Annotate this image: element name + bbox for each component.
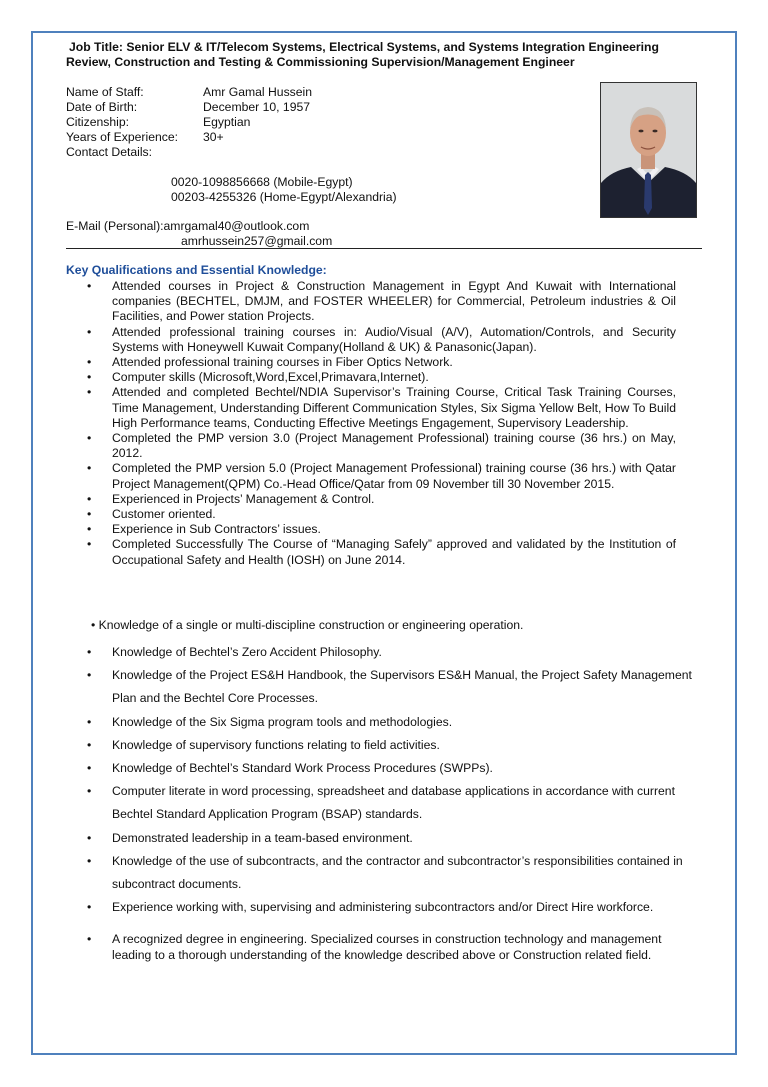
knowledge-list	[66, 641, 696, 919]
email-secondary[interactable]: amrhussein257@gmail.com	[181, 234, 333, 248]
portrait-image	[601, 83, 696, 217]
citizenship-label: Citizenship:	[66, 115, 129, 129]
qualifications-heading: Key Qualifications and Essential Knowledge:	[66, 263, 327, 277]
degree-item	[66, 931, 696, 963]
header-divider	[66, 248, 702, 249]
list-item: • Experience in Sub Contractors’ issues.	[66, 522, 676, 537]
degree-text: A recognized degree in engineering. Specialized courses in construction technology and management leading to a thorough understanding of the knowledge described above or Construction related field.	[112, 932, 662, 963]
phone-numbers	[171, 175, 397, 205]
list-item: • Completed the PMP version 5.0 (Project Management Professional) training course (36 hrs.) with Qatar Project Management(QPM) Co.-Head Office/Qatar from 09 November till 30 November 2015.	[66, 461, 676, 491]
list-item: • Attended professional training courses in: Audio/Visual (A/V), Automation/Controls, and Security Systems with Honeywell Kuwait Company(Holland & UK) & Panasonic(Japan).	[66, 325, 676, 355]
personal-info	[66, 85, 312, 160]
list-item: • Knowledge of supervisory functions relating to field activities.	[66, 734, 696, 757]
list-item: • Knowledge of Bechtel’s Zero Accident Philosophy.	[66, 641, 696, 664]
list-item: • Knowledge of Bechtel’s Standard Work Process Procedures (SWPPs).	[66, 757, 696, 780]
list-item: • Attended courses in Project & Construction Management in Egypt And Kuwait with International companies (BECHTEL, DMJM, and FOSTER WHEELER) for Commercial, Petroleum industries & Oil Facilities, and Power station Projects.	[66, 279, 676, 325]
list-item: • Attended professional training courses in Fiber Optics Network.	[66, 355, 676, 370]
single-discipline-item: • Knowledge of a single or multi-discipline construction or engineering operation.	[91, 618, 524, 632]
dob-label: Date of Birth:	[66, 100, 138, 114]
job-title-line-1: Job Title: Senior ELV & IT/Telecom Systems, Electrical Systems, and Systems Integration Engineering	[69, 40, 659, 54]
job-title-line-2: Review, Construction and Testing & Commissioning Supervision/Management Engineer	[66, 55, 575, 69]
experience-value: 30+	[203, 130, 224, 144]
experience-row	[66, 130, 312, 145]
bullet-icon: •	[87, 932, 92, 946]
email-primary[interactable]: amrgamal40@outlook.com	[163, 219, 310, 233]
name-value: Amr Gamal Hussein	[203, 85, 313, 99]
phone-mobile: 0020-1098856668 (Mobile-Egypt)	[171, 175, 353, 189]
list-item: • Demonstrated leadership in a team-based environment.	[66, 827, 696, 850]
list-item: • Knowledge of the use of subcontracts, and the contractor and subcontractor’s responsibilities contained in subcontract documents.	[66, 850, 696, 896]
list-item: • Knowledge of the Project ES&H Handbook, the Supervisors ES&H Manual, the Project Safety Management Plan and the Bechtel Core Processes.	[66, 664, 696, 710]
list-item: • Customer oriented.	[66, 507, 676, 522]
list-item: • Completed Successfully The Course of “Managing Safely” approved and validated by the Institution of Occupational Safety and Health (IOSH) on June 2014.	[66, 537, 676, 567]
citizenship-row	[66, 115, 312, 130]
profile-photo	[600, 82, 697, 218]
phone-home: 00203-4255326 (Home-Egypt/Alexandria)	[171, 190, 397, 204]
list-item: • Computer literate in word processing, spreadsheet and database applications in accordance with current Bechtel Standard Application Program (BSAP) standards.	[66, 780, 696, 826]
list-item: • Knowledge of the Six Sigma program tools and methodologies.	[66, 711, 696, 734]
list-item: • Experienced in Projects’ Management & Control.	[66, 492, 676, 507]
qualifications-list	[66, 279, 676, 568]
citizenship-value: Egyptian	[203, 115, 251, 129]
dob-value: December 10, 1957	[203, 100, 311, 114]
list-item: • Experience working with, supervising and administering subcontractors and/or Direct Hire workforce.	[66, 896, 696, 919]
contact-label: Contact Details:	[66, 145, 153, 159]
emails	[66, 219, 332, 249]
job-title	[66, 40, 706, 70]
name-row	[66, 85, 312, 100]
list-item: • Computer skills (Microsoft,Word,Excel,Primavara,Internet).	[66, 370, 676, 385]
name-label: Name of Staff:	[66, 85, 144, 99]
list-item: • Completed the PMP version 3.0 (Project Management Professional) training course (36 hrs.) on May, 2012.	[66, 431, 676, 461]
list-item: • Attended and completed Bechtel/NDIA Supervisor’s Training Course, Critical Task Training Courses, Time Management, Understanding Different Communication Styles, Six Sigma Yellow Belt, How To Build High Performance teams, Conducting Effective Meetings Engagement, Supervisory Leadership.	[66, 385, 676, 431]
experience-label: Years of Experience:	[66, 130, 179, 144]
dob-row	[66, 100, 312, 115]
email-label: E-Mail (Personal):	[66, 219, 164, 233]
